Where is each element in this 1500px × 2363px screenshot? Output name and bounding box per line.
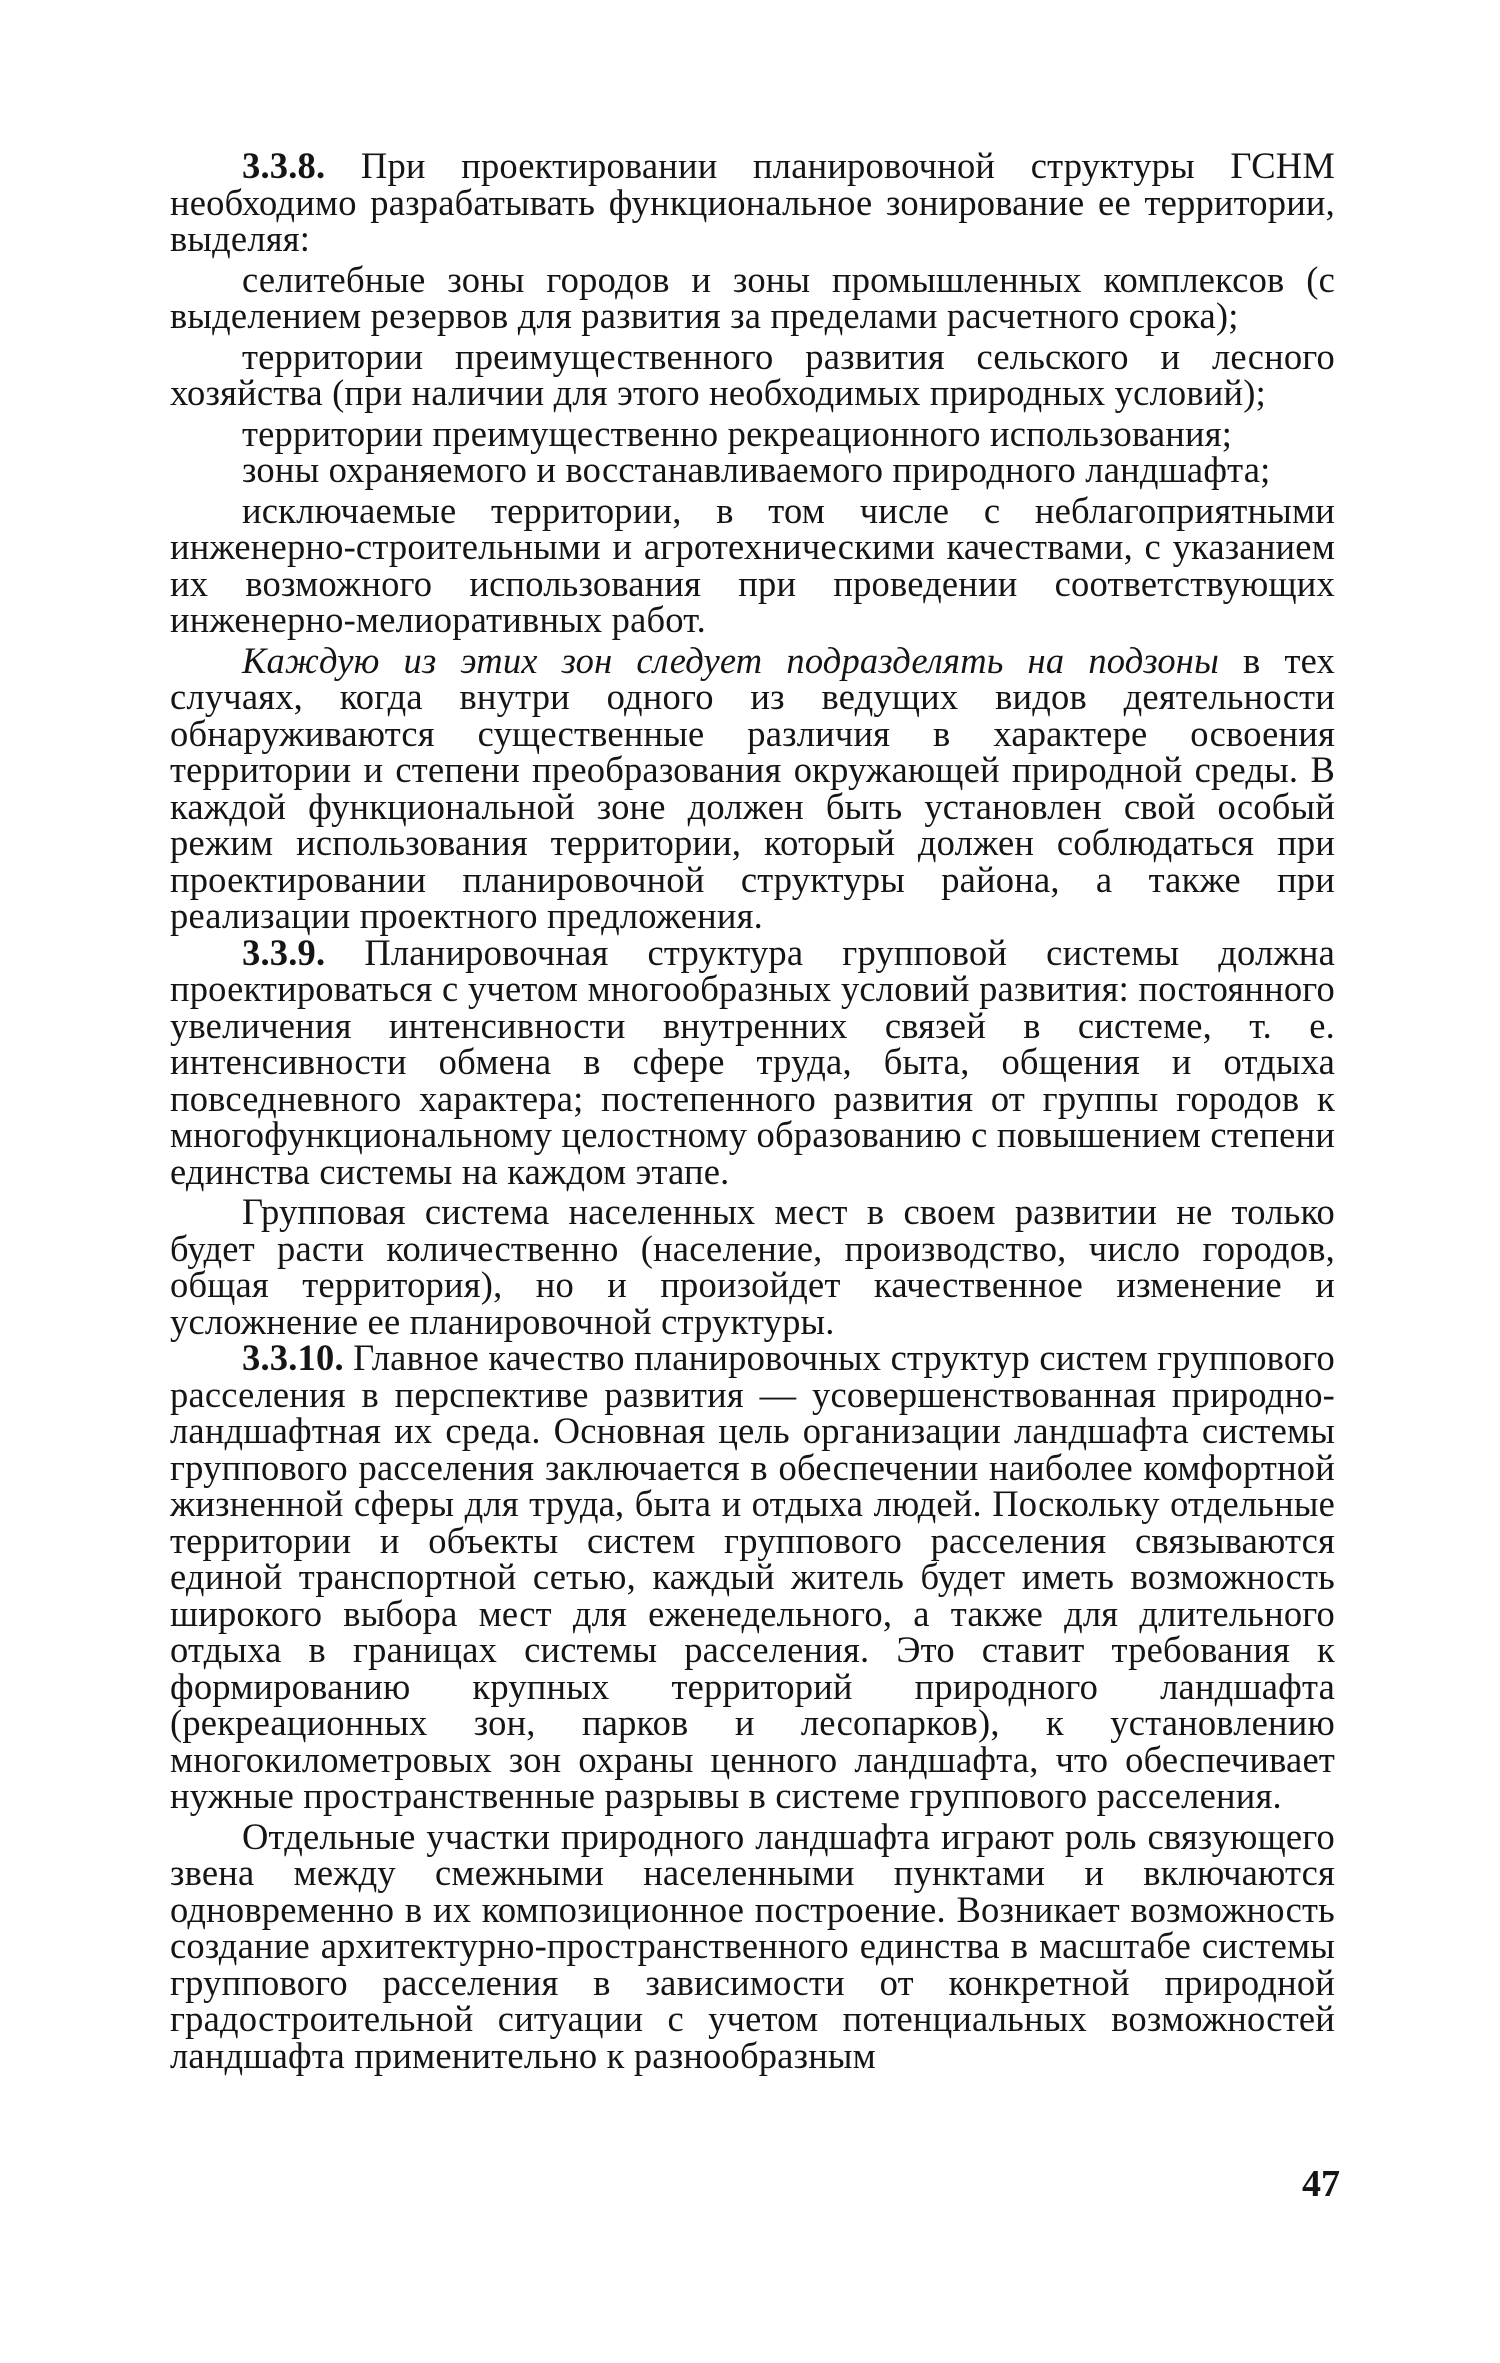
page-body xyxy=(170,145,1336,2076)
paragraph-landscape-parts xyxy=(170,1815,1335,2076)
list-item-residential-zones xyxy=(170,258,1335,336)
paragraph-text: в тех случаях, когда внутри одного из ведущих видов деятельности обнаруживаются существенные различия в характере освоения территории и степени преобразования окружающей природной среды. В каждой функциональной зоне должен быть установлен свой особый режим использования территории, который должен соблюдаться при проектировании планировочной структуры района, а также при реализации проектного предложения. xyxy=(170,639,1336,936)
paragraph-text: Отдельные участки природного ландшафта играют роль связующего звена между смежными населенными пунктами и включаются одновременно в их композиционное построение. Возникает возможность создание архитектурно-пространственного единства в масштабе системы группового расселения в зависимости от конкретной природной градостроительной ситуации с учетом потенциальных возможностей ландшафта применительно к разнообразным xyxy=(170,1815,1335,2076)
paragraph-text: Планировочная структура групповой системы должна проектироваться с учетом многообразных условий развития: постоянного увеличения интенсивности внутренних связей в системе, т. е. интенсивности обмена в сфере труда, быта, общения и отдыха повседневного характера; постепенного развития от группы городов к многофункциональному целостному образованию с повышением степени единства системы на каждом этапе. xyxy=(170,931,1335,1192)
paragraph-text: Групповая система населенных мест в своем развитии не только будет расти количественно (население, производство, число городов, общая территория), но и произойдет качественное изменение и усложнение ее планировочной структуры. xyxy=(170,1191,1335,1342)
list-item-agricultural-zones xyxy=(170,335,1335,413)
section-number: 3.3.8. xyxy=(242,145,326,186)
paragraph-text: зоны охраняемого и восстанавливаемого природного ландшафта; xyxy=(242,449,1271,490)
paragraph-text: При проектировании планировочной структуры ГСНМ необходимо разрабатывать функциональное зонирование ее территории, выделяя: xyxy=(170,145,1335,259)
paragraph-3-3-10 xyxy=(170,1337,1335,1816)
paragraph-text: селитебные зоны городов и зоны промышленных комплексов (с выделением резервов для развития за пределами расчетного срока); xyxy=(170,258,1335,336)
paragraph-subzones xyxy=(170,639,1336,936)
list-item-recreational-zones xyxy=(170,412,1335,454)
paragraph-text: территории преимущественно рекреационного использования; xyxy=(242,412,1233,454)
paragraph-group-system xyxy=(170,1191,1335,1342)
paragraph-text: Главное качество планировочных структур систем группового расселения в перспективе развития — усовершенствованная природно-ландшафтная их среда. Основная цель организации ландшафта системы группового расселения заключается в обеспечении наиболее комфортной жизненной сферы для труда, быта и отдыха людей. Поскольку отдельные территории и объекты систем группового расселения связываются единой транспортной сетью, каждый житель будет иметь возможность широкого выбора мест для еженедельного, а также для длительного отдыха в границах системы расселения. Это ставит требования к формированию крупных территорий природного ландшафта (рекреационных зон, парков и лесопарков), к установлению многокилометровых зон охраны ценного ландшафта, что обеспечивает нужные пространственные разрывы в системе группового расселения. xyxy=(170,1337,1335,1816)
paragraph-text: исключаемые территории, в том числе с неблагоприятными инженерно-строительными и агротехническими качествами, с указанием их возможного использования при проведении соответствующих инженерно-мелиоративных работ. xyxy=(170,489,1335,640)
section-number: 3.3.10. xyxy=(242,1337,344,1378)
paragraph-3-3-8 xyxy=(170,145,1335,259)
section-number: 3.3.9. xyxy=(242,931,326,973)
paragraph-text: территории преимущественного развития сельского и лесного хозяйства (при наличии для этого необходимых природных условий); xyxy=(170,335,1335,413)
page-number: 47 xyxy=(1302,2163,1340,2205)
list-item-protected-landscape xyxy=(170,449,1335,490)
list-item-excluded-territories xyxy=(170,489,1335,640)
paragraph-3-3-9 xyxy=(170,931,1335,1192)
italic-lead: Каждую из этих зон следует подразделять на подзоны xyxy=(242,639,1220,681)
